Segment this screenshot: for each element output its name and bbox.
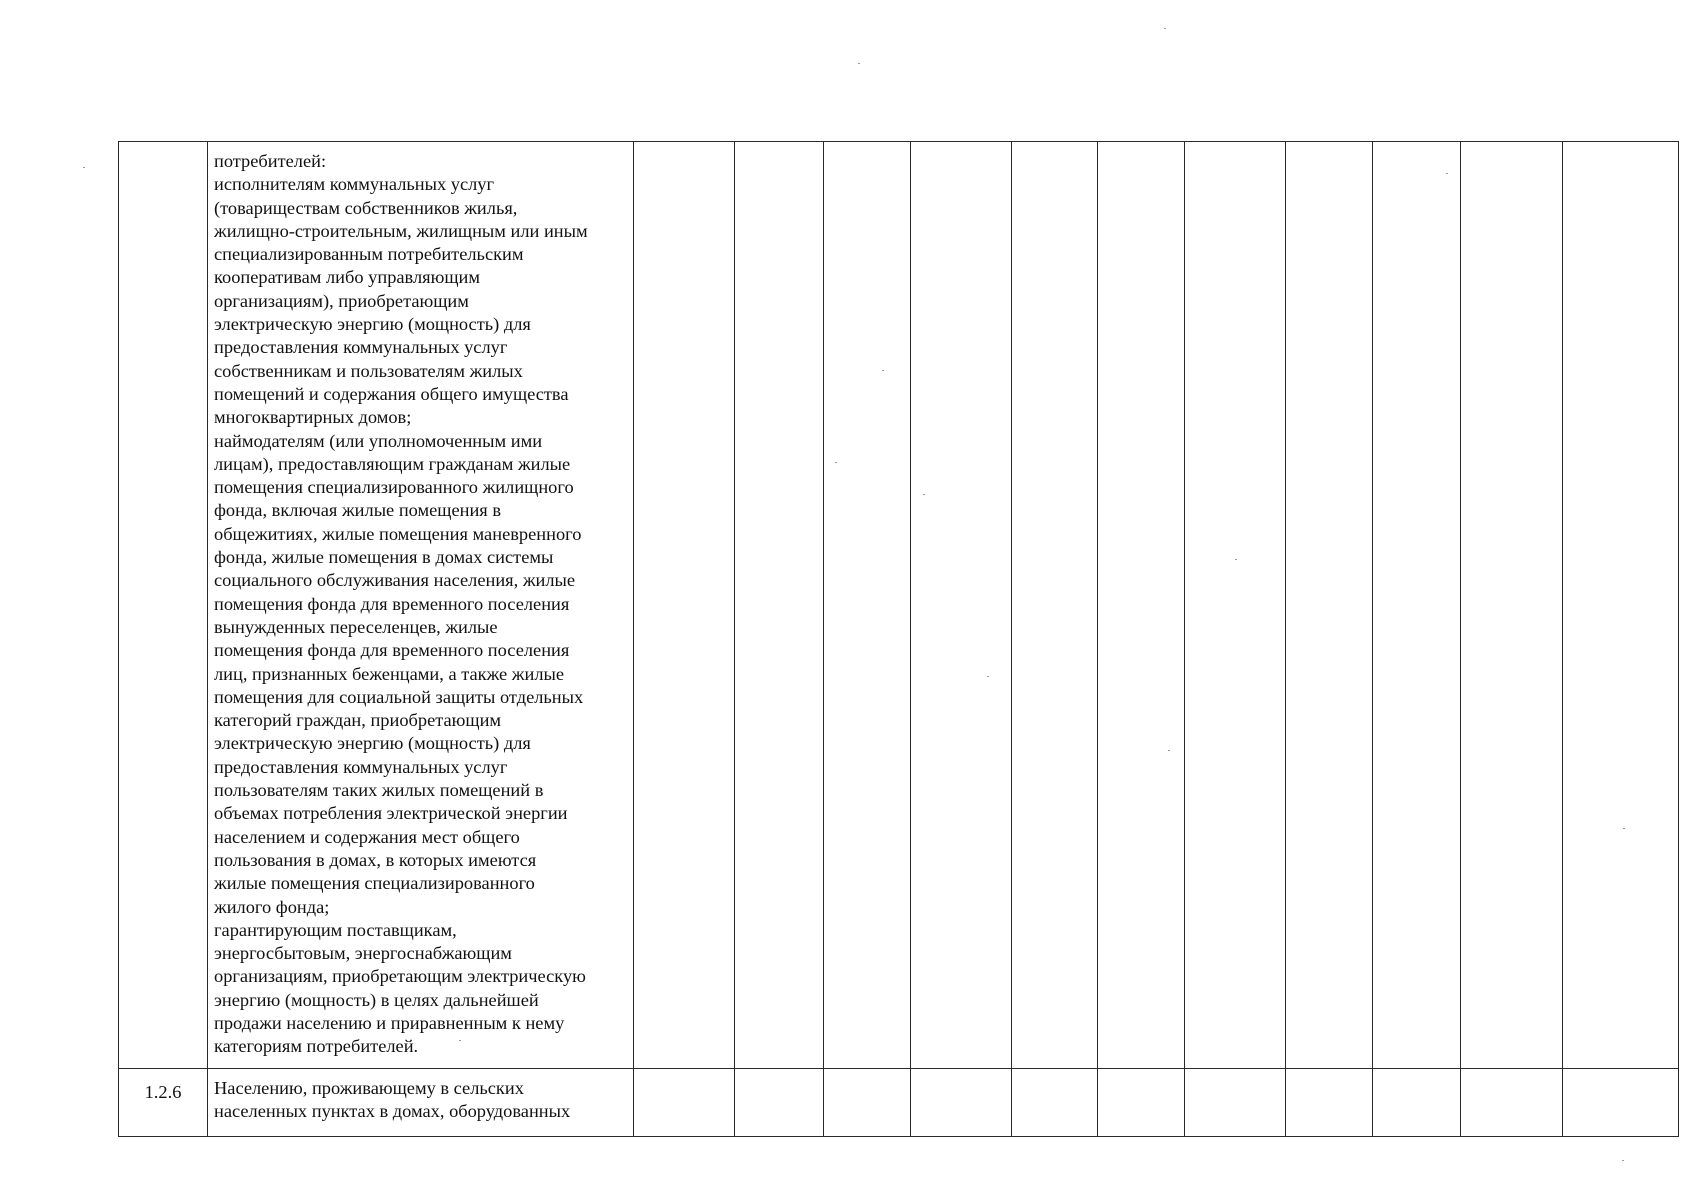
empty-cell [735, 1069, 824, 1137]
empty-cell [735, 142, 824, 1069]
scan-speck [858, 63, 860, 64]
text-line: электрическую энергию (мощность) для [214, 314, 531, 335]
text-line: наймодателям (или уполномоченным ими [214, 430, 543, 451]
empty-cell [1286, 1069, 1373, 1137]
description-cell [208, 142, 634, 1069]
text-line: населенных пунктах в домах, оборудованных [214, 1101, 571, 1122]
scan-speck [1168, 750, 1170, 751]
empty-cell [1563, 1069, 1679, 1137]
text-line: предоставления коммунальных услуг [214, 756, 508, 777]
empty-cell [1098, 142, 1185, 1069]
table-row [119, 1069, 1679, 1137]
scan-speck [1164, 28, 1166, 29]
text-line: социального обслуживания населения, жилые [214, 570, 576, 591]
text-line: энергию (мощность) в целях дальнейшей [214, 989, 539, 1010]
empty-cell [1373, 142, 1461, 1069]
text-line: населением и содержания мест общего [214, 826, 520, 847]
text-line: лицам), предоставляющим гражданам жилые [214, 453, 571, 474]
empty-cell [1012, 1069, 1098, 1137]
text-line: предоставления коммунальных услуг [214, 337, 508, 358]
text-line: гарантирующим поставщикам, [214, 919, 457, 940]
text-line: электрическую энергию (мощность) для [214, 733, 531, 754]
text-line: пользования в домах, в которых имеются [214, 849, 537, 870]
empty-cell [1185, 142, 1286, 1069]
text-line: помещения специализированного жилищного [214, 477, 574, 498]
scan-speck [1446, 173, 1448, 174]
item-number: 1.2.6 [144, 1082, 182, 1102]
empty-cell [1185, 1069, 1286, 1137]
empty-cell [1461, 1069, 1563, 1137]
item-number [119, 142, 207, 154]
text-line: помещения фонда для временного поселения [214, 640, 570, 661]
text-line: организациям), приобретающим [214, 290, 469, 311]
scan-speck [459, 1040, 461, 1041]
text-line: жилого фонда; [214, 896, 330, 917]
text-line: вынужденных переселенцев, жилые [214, 616, 498, 637]
text-line: помещений и содержания общего имущества [214, 383, 569, 404]
scan-speck [987, 676, 989, 677]
text-line: Населению, проживающему в сельских [214, 1078, 524, 1098]
item-number-cell [119, 1069, 208, 1137]
item-number-cell [119, 142, 208, 1069]
empty-cell [1098, 1069, 1185, 1137]
scan-speck [1622, 1160, 1624, 1161]
text-line: потребителей: [214, 151, 327, 171]
text-line: фонда, включая жилые помещения в [214, 500, 502, 521]
scan-speck [1623, 828, 1625, 829]
tariff-table [118, 141, 1679, 1137]
text-line: энергосбытовым, энергоснабжающим [214, 943, 512, 964]
text-line: специализированным потребительским [214, 244, 524, 265]
empty-cell [1461, 142, 1563, 1069]
scan-speck [923, 494, 925, 495]
table-row [119, 142, 1679, 1069]
scan-speck [1235, 559, 1237, 560]
text-line: помещения фонда для временного поселения [214, 593, 570, 614]
text-line: объемах потребления электрической энергии [214, 803, 568, 824]
text-line: кооперативам либо управляющим [214, 267, 481, 288]
text-line: собственникам и пользователям жилых [214, 360, 523, 381]
scan-speck [882, 370, 884, 371]
text-line: пользователям таких жилых помещений в [214, 780, 544, 801]
empty-cell [634, 1069, 735, 1137]
empty-cell [911, 1069, 1012, 1137]
scan-speck [835, 462, 837, 463]
empty-cell [634, 142, 735, 1069]
empty-cell [824, 1069, 911, 1137]
text-line: помещения для социальной защиты отдельных [214, 686, 584, 707]
text-line: организациям, приобретающим электрическую [214, 966, 586, 987]
empty-cell [824, 142, 911, 1069]
empty-cell [1373, 1069, 1461, 1137]
text-line: фонда, жилые помещения в домах системы [214, 547, 554, 568]
text-line: категориям потребителей. [214, 1036, 419, 1057]
text-line: жилищно-строительным, жилищным или иным [214, 220, 588, 241]
scan-speck [83, 167, 85, 168]
description-text [208, 1069, 633, 1130]
text-line: многоквартирных домов; [214, 407, 412, 428]
text-line: категорий граждан, приобретающим [214, 710, 502, 731]
text-line: жилые помещения специализированного [214, 873, 535, 894]
text-line: продажи населению и приравненным к нему [214, 1012, 565, 1033]
description-cell [208, 1069, 634, 1137]
empty-cell [1286, 142, 1373, 1069]
text-line: общежитиях, жилые помещения маневренного [214, 523, 582, 544]
empty-cell [911, 142, 1012, 1069]
description-text [208, 142, 633, 1065]
empty-cell [1012, 142, 1098, 1069]
text-line: исполнителям коммунальных услуг [214, 174, 495, 195]
text-line: лиц, признанных беженцами, а также жилые [214, 663, 565, 684]
text-line: (товариществам собственников жилья, [214, 197, 518, 218]
empty-cell [1563, 142, 1679, 1069]
